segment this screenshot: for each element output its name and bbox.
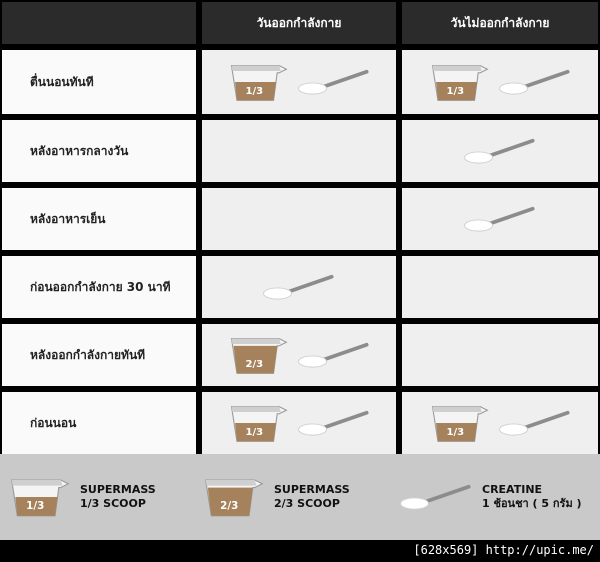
footer-bar — [0, 540, 600, 562]
scoop-icon — [427, 401, 491, 445]
header-corner — [2, 2, 196, 44]
rest-day-cell — [402, 324, 598, 386]
scoop-icon — [200, 474, 266, 520]
header-rest-day: วันไม่ออกกำลังกาย — [402, 2, 598, 44]
row-label: ก่อนนอน — [2, 392, 196, 454]
spoon-icon — [398, 483, 474, 511]
row-label: หลังออกกำลังกายทันที — [2, 324, 196, 386]
svg-text:2/3: 2/3 — [245, 358, 264, 370]
legend-supermass-2-3 — [200, 454, 350, 540]
legend-creatine — [398, 454, 582, 540]
svg-text:2/3: 2/3 — [220, 500, 239, 513]
legend-bar — [0, 454, 600, 540]
svg-text:1/3: 1/3 — [245, 85, 264, 97]
workout-day-cell — [202, 188, 396, 250]
header-workout-day: วันออกกำลังกาย — [202, 2, 396, 44]
spoon-icon — [296, 409, 372, 437]
rest-day-cell — [402, 50, 598, 114]
spoon-icon — [497, 68, 573, 96]
workout-day-cell — [202, 324, 396, 386]
row-label: ตื่นนอนทันที — [2, 50, 196, 114]
svg-text:1/3: 1/3 — [26, 500, 45, 513]
row-label: หลังอาหารกลางวัน — [2, 120, 196, 182]
legend-product-name: SUPERMASS — [80, 483, 156, 496]
scoop-icon — [427, 60, 491, 104]
spoon-icon — [497, 409, 573, 437]
svg-text:1/3: 1/3 — [446, 85, 465, 97]
row-label: หลังอาหารเย็น — [2, 188, 196, 250]
spoon-icon — [261, 273, 337, 301]
legend-supermass-1-3 — [6, 454, 156, 540]
legend-dose: 2/3 SCOOP — [274, 497, 340, 510]
rest-day-cell — [402, 188, 598, 250]
rest-day-cell — [402, 256, 598, 318]
spoon-icon — [296, 68, 372, 96]
spoon-icon — [462, 137, 538, 165]
workout-day-cell — [202, 120, 396, 182]
scoop-icon — [226, 333, 290, 377]
rest-day-cell — [402, 392, 598, 454]
legend-product-name: CREATINE — [482, 483, 543, 496]
legend-product-name: SUPERMASS — [274, 483, 350, 496]
svg-text:1/3: 1/3 — [245, 426, 264, 438]
workout-day-cell — [202, 50, 396, 114]
legend-dose: 1 ช้อนชา ( 5 กรัม ) — [482, 497, 582, 510]
legend-dose: 1/3 SCOOP — [80, 497, 146, 510]
spoon-icon — [296, 341, 372, 369]
workout-day-cell — [202, 392, 396, 454]
row-label: ก่อนออกกำลังกาย 30 นาที — [2, 256, 196, 318]
svg-text:1/3: 1/3 — [446, 426, 465, 438]
scoop-icon — [6, 474, 72, 520]
image-credit: [628x569] http://upic.me/ — [413, 543, 594, 557]
scoop-icon — [226, 60, 290, 104]
scoop-icon — [226, 401, 290, 445]
workout-day-cell — [202, 256, 396, 318]
rest-day-cell — [402, 120, 598, 182]
spoon-icon — [462, 205, 538, 233]
